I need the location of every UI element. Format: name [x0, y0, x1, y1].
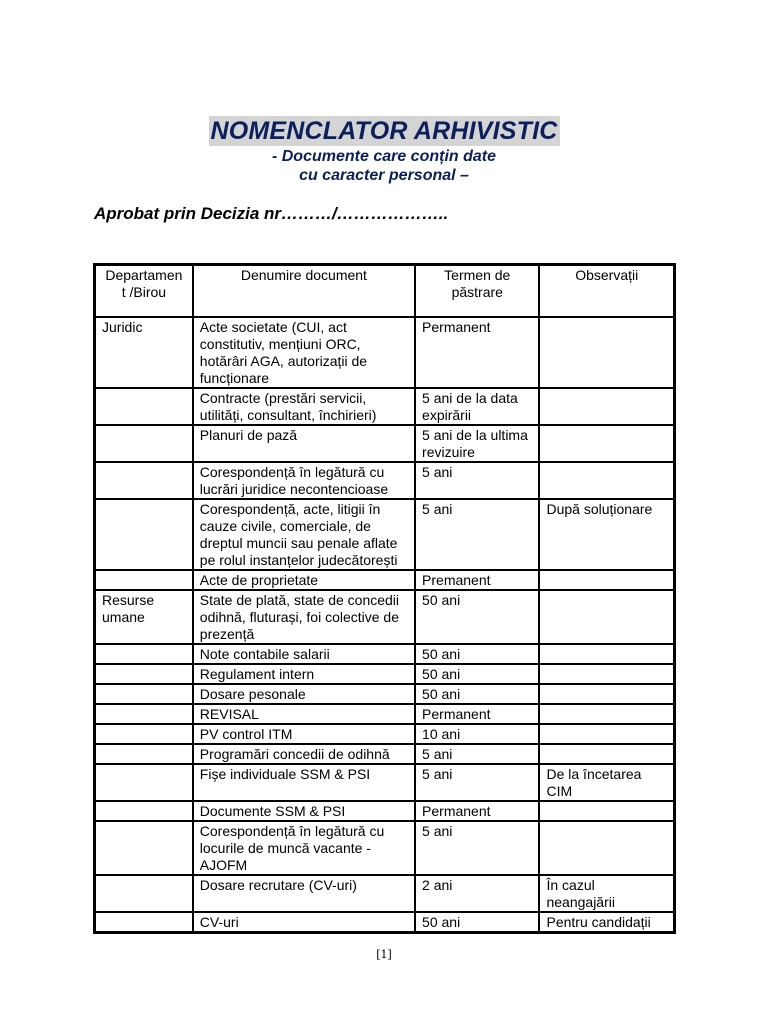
cell-department	[95, 570, 193, 590]
cell-retention: Permanent	[415, 801, 539, 821]
cell-observations	[539, 704, 674, 724]
document-title: NOMENCLATOR ARHIVISTIC	[210, 117, 558, 145]
cell-observations	[539, 462, 674, 499]
table-body	[95, 317, 674, 932]
cell-observations	[539, 425, 674, 462]
table-row	[95, 801, 674, 821]
table-row	[95, 462, 674, 499]
cell-retention: 50 ani	[415, 684, 539, 704]
cell-retention: 2 ani	[415, 875, 539, 912]
page-number: [1]	[376, 948, 392, 961]
cell-observations	[539, 684, 674, 704]
cell-observations: În cazul neangajării	[539, 875, 674, 912]
cell-retention: 50 ani	[415, 590, 539, 644]
table-row	[95, 499, 674, 570]
cell-retention: 5 ani	[415, 744, 539, 764]
cell-retention: 5 ani	[415, 821, 539, 875]
cell-department	[95, 821, 193, 875]
table-row	[95, 664, 674, 684]
table-row	[95, 388, 674, 425]
cell-department	[95, 664, 193, 684]
cell-retention: 50 ani	[415, 644, 539, 664]
table-row	[95, 590, 674, 644]
cell-document: Acte de proprietate	[193, 570, 415, 590]
cell-retention: Premanent	[415, 570, 539, 590]
cell-department	[95, 764, 193, 801]
cell-document: Corespondență în legătură cu lucrări juridice necontencioase	[193, 462, 415, 499]
archive-table-wrapper	[93, 263, 676, 934]
cell-retention: 5 ani	[415, 462, 539, 499]
cell-department	[95, 912, 193, 932]
cell-observations	[539, 317, 674, 388]
cell-observations	[539, 388, 674, 425]
table-row	[95, 570, 674, 590]
table-row	[95, 744, 674, 764]
cell-document: Acte societate (CUI, act constitutiv, mențiuni ORC, hotărâri AGA, autorizații de funcționare	[193, 317, 415, 388]
column-header-observations: Observații	[539, 265, 674, 317]
cell-observations: De la încetarea CIM	[539, 764, 674, 801]
cell-department	[95, 684, 193, 704]
cell-department	[95, 425, 193, 462]
cell-department: Juridic	[95, 317, 193, 388]
table-row	[95, 821, 674, 875]
cell-document: State de plată, state de concedii odihnă, fluturași, foi colective de prezență	[193, 590, 415, 644]
cell-retention: 5 ani de la data expirării	[415, 388, 539, 425]
cell-document: Note contabile salarii	[193, 644, 415, 664]
cell-document: REVISAL	[193, 704, 415, 724]
title-wrap	[0, 116, 768, 146]
cell-retention: 50 ani	[415, 664, 539, 684]
cell-observations	[539, 664, 674, 684]
cell-department	[95, 644, 193, 664]
cell-document: Programări concedii de odihnă	[193, 744, 415, 764]
cell-observations: Pentru candidații	[539, 912, 674, 932]
cell-department	[95, 724, 193, 744]
cell-department	[95, 875, 193, 912]
cell-document: CV-uri	[193, 912, 415, 932]
table-header-row	[95, 265, 674, 317]
table-row	[95, 704, 674, 724]
cell-document: Fișe individuale SSM & PSI	[193, 764, 415, 801]
cell-department	[95, 499, 193, 570]
cell-retention: 50 ani	[415, 912, 539, 932]
subtitle-line-2: cu caracter personal –	[299, 167, 469, 184]
cell-observations	[539, 821, 674, 875]
approval-decision-line: Aprobat prin Decizia nr………/………………..	[94, 204, 449, 223]
cell-observations	[539, 801, 674, 821]
table-row	[95, 912, 674, 932]
cell-document: Corespondență în legătură cu locurile de muncă vacante - AJOFM	[193, 821, 415, 875]
cell-department	[95, 704, 193, 724]
cell-observations	[539, 570, 674, 590]
cell-department	[95, 744, 193, 764]
archive-table	[93, 263, 676, 934]
column-header-retention: Termen de păstrare	[415, 265, 539, 317]
cell-retention: Permanent	[415, 704, 539, 724]
cell-observations	[539, 590, 674, 644]
cell-document: Dosare pesonale	[193, 684, 415, 704]
cell-document: Contracte (prestări servicii, utilități, consultant, închirieri)	[193, 388, 415, 425]
column-header-department: Departamen t /Birou	[95, 265, 193, 317]
cell-observations	[539, 724, 674, 744]
cell-retention: 5 ani	[415, 499, 539, 570]
cell-document: Planuri de pază	[193, 425, 415, 462]
cell-department	[95, 801, 193, 821]
cell-observations: După soluționare	[539, 499, 674, 570]
column-header-document: Denumire document	[193, 265, 415, 317]
table-row	[95, 764, 674, 801]
cell-document: PV control ITM	[193, 724, 415, 744]
cell-document: Regulament intern	[193, 664, 415, 684]
cell-retention: 10 ani	[415, 724, 539, 744]
table-row	[95, 317, 674, 388]
table-row	[95, 875, 674, 912]
table-row	[95, 644, 674, 664]
cell-retention: 5 ani de la ultima revizuire	[415, 425, 539, 462]
cell-observations	[539, 644, 674, 664]
cell-document: Dosare recrutare (CV-uri)	[193, 875, 415, 912]
cell-retention: Permanent	[415, 317, 539, 388]
cell-department	[95, 462, 193, 499]
cell-retention: 5 ani	[415, 764, 539, 801]
table-row	[95, 425, 674, 462]
cell-document: Documente SSM & PSI	[193, 801, 415, 821]
cell-observations	[539, 744, 674, 764]
subtitle-line-1: - Documente care conțin date	[271, 148, 497, 165]
table-row	[95, 684, 674, 704]
cell-department	[95, 388, 193, 425]
cell-department: Resurse umane	[95, 590, 193, 644]
table-row	[95, 724, 674, 744]
cell-document: Corespondență, acte, litigii în cauze civile, comerciale, de dreptul muncii sau penale aflate pe rolul instanțelor judecătorești	[193, 499, 415, 570]
